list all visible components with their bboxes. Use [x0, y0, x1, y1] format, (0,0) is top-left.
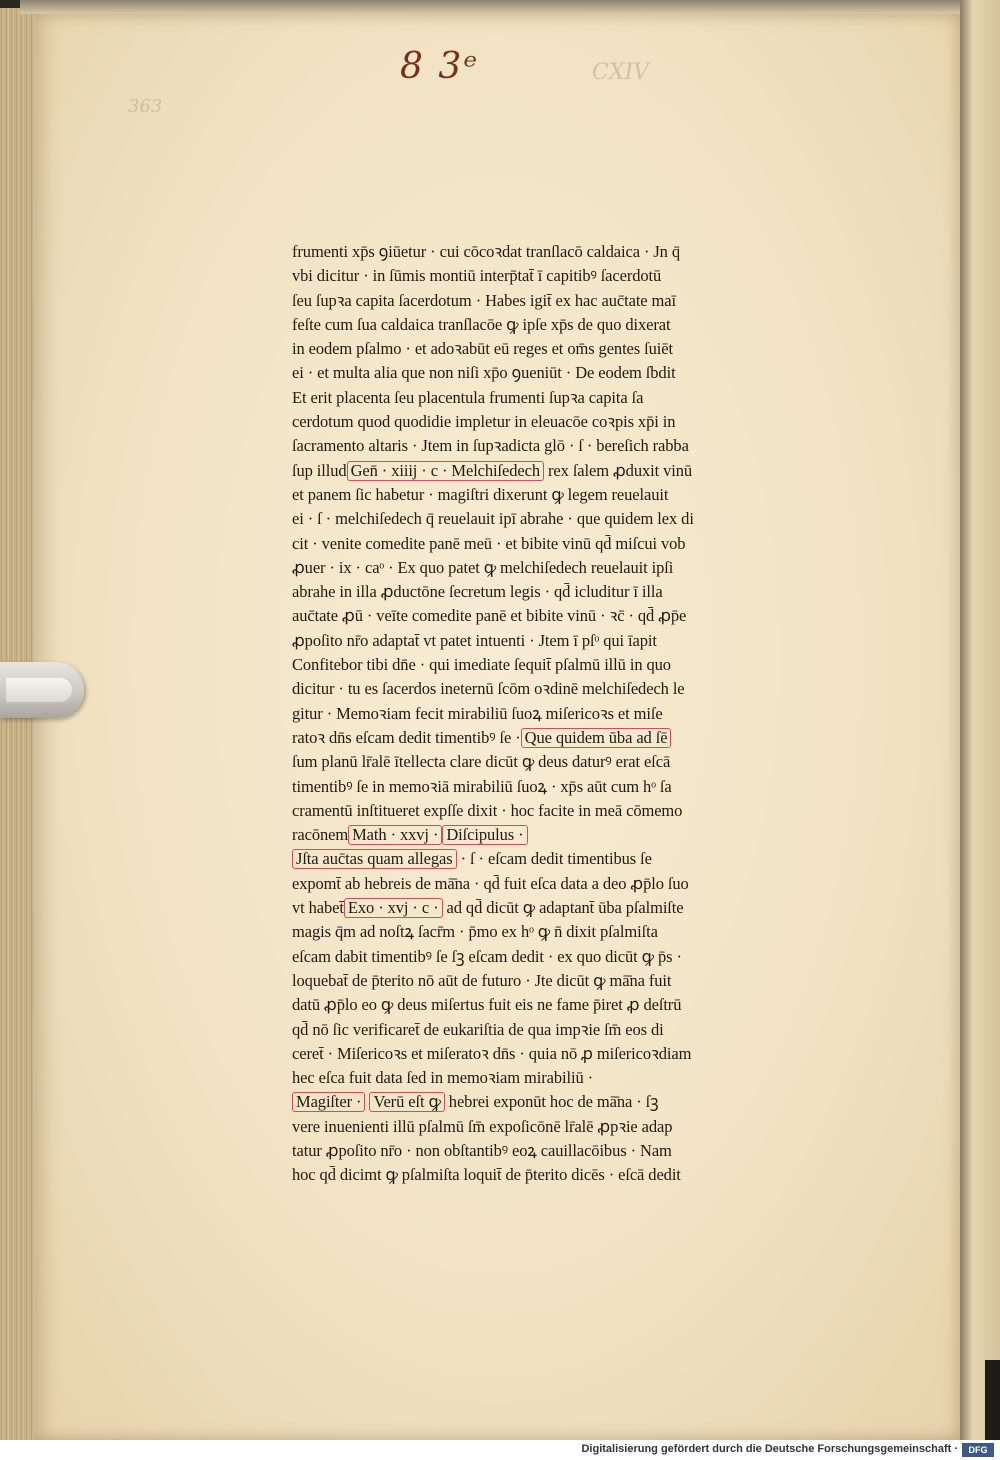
text-segment: auc̄tate ꝓū · veīte comedite panē et bibite vinū · ꝛc̄ · qd̄ ꝓp̄e	[292, 606, 687, 626]
text-line	[292, 1139, 834, 1163]
text-segment: ſacramento altaris · Jtem in ſupꝛadicta glō · ſ · bereſich rabba	[292, 436, 689, 456]
text-segment: ꝓpoſito nr̄o adaptat̄ vt patet intuenti · Jtem ī pſᵒ qui īapit	[292, 630, 657, 650]
page-top-edge	[20, 0, 960, 14]
text-segment: feſte cum ſua caldaica tranſlacōe ꝙ ipſe xp̄s de quo dixerat	[292, 314, 671, 334]
text-segment: rex ſalem ꝓduxit vinū	[544, 460, 693, 480]
text-line	[292, 1163, 834, 1187]
text-line	[292, 920, 834, 944]
text-segment: cerdotum quod quodidie impletur in eleuacōe coꝛpis xp̄i in	[292, 412, 676, 432]
text-line	[292, 386, 834, 410]
text-line	[292, 945, 834, 969]
text-segment: ceret̄ · Miſericoꝛs et miſeratoꝛ dn̄s · quia nō ꝓ miſericoꝛdiam	[292, 1043, 692, 1063]
text-line	[292, 726, 834, 750]
text-line	[292, 993, 834, 1017]
text-line	[292, 775, 834, 799]
text-segment: loquebat̄ de p̄terito nō aūt de futuro · Jte dicūt ꝙ mā̄na fuit	[292, 970, 672, 990]
text-segment: in eodem pſalmo · et adoꝛabūt eū reges et om̄s gentes ſuiēt	[292, 339, 673, 359]
text-segment: hebrei exponūt hoc de mā̄na · ſꝫ	[444, 1092, 659, 1112]
text-line	[292, 823, 834, 847]
text-segment: racōnem	[292, 825, 349, 845]
text-line	[292, 604, 834, 628]
text-segment: dicitur · tu es ſacerdos ineternū ſcōm oꝛdinē melchiſedech le	[292, 679, 685, 699]
text-segment: eſcam dabit timentibꝰ ſe ſꝫ eſcam dedit · ex quo dicūt ꝙ p̄s ·	[292, 946, 682, 966]
rubricated-reference: Math · xxvj ·	[348, 825, 442, 845]
text-segment: datū ꝓp̄lo eo ꝙ deus miſertus fuit eis ne fame p̄iret ꝓ deſtrū	[292, 995, 682, 1015]
rubricated-reference: Diſcipulus ·	[442, 825, 527, 845]
text-segment: ꝓuer · ix · caᵒ · Ex quo patet ꝙ melchiſedech reuelauit ipſi	[292, 557, 674, 577]
text-segment: gitur · Memoꝛiam fecit mirabiliū ſuoꝝ miſericoꝛs et miſe	[292, 703, 663, 723]
rubricated-reference: Verū eſt ꝙ	[369, 1092, 444, 1112]
text-segment: ad qd̄ dicūt ꝙ adaptant̄ ūba pſalmiſte	[442, 898, 684, 918]
text-line	[292, 799, 834, 823]
text-line	[292, 361, 834, 385]
text-segment: vere inuenienti illū pſalmū ſm̄ expoſicōnē lr̄alē ꝓpꝛie adap	[292, 1116, 673, 1136]
text-line	[292, 313, 834, 337]
faint-pencil-mark: 363	[128, 96, 163, 117]
folio-number: 8 3ᵉ	[400, 46, 480, 87]
text-segment: ei · ſ · melchiſedech q̄ reuelauit ipī abrahe · que quidem lex di	[292, 509, 694, 529]
text-segment: tatur ꝓpoſito nr̄o · non obſtantibꝰ eoꝝ cauillacōibus · Nam	[292, 1140, 672, 1160]
text-line	[292, 556, 834, 580]
text-segment: expomt̄ ab hebreis de mā̄na · qd̄ fuit eſca data a deo ꝓp̄lo ſuo	[292, 873, 689, 893]
text-line	[292, 1018, 834, 1042]
text-line	[292, 702, 834, 726]
text-line	[292, 969, 834, 993]
text-line	[292, 483, 834, 507]
text-segment: cit · venite comedite panē meū · et bibite vinū qd̄ miſcui vob	[292, 533, 686, 553]
text-line	[292, 750, 834, 774]
text-segment: Confitebor tibi dn̄e · qui imediate ſequit̄ pſalmū illū in quo	[292, 655, 671, 675]
incunabula-text-block	[292, 240, 834, 1188]
facing-page-edge	[958, 0, 1000, 1440]
text-line	[292, 1115, 834, 1139]
text-line	[292, 410, 834, 434]
text-line	[292, 434, 834, 458]
text-segment: ſeu ſupꝛa capita ſacerdotum · Habes igit̄ ex hac auc̄tate maī	[292, 290, 676, 310]
dfg-logo: DFG	[962, 1443, 994, 1457]
text-segment: · ſ · eſcam dedit timentibus ſe	[456, 849, 652, 869]
text-line	[292, 653, 834, 677]
text-segment: vbi dicitur · in ſūmis montiū interp̄tat̄ ī capitibꝰ ſacerdotū	[292, 266, 662, 286]
footer-credit: Digitalisierung gefördert durch die Deutsche Forschungsgemeinschaft ·	[581, 1443, 958, 1455]
faint-pencil-mark: CXIV	[592, 60, 650, 85]
text-segment: ſup illud	[292, 460, 347, 480]
text-line	[292, 264, 834, 288]
text-segment: ei · et multa alia que non niſi xp̄o ꝯueniūt · De eodem ſbdit	[292, 363, 676, 383]
rubricated-reference: Magiſter ·	[292, 1092, 365, 1112]
rubricated-reference: Gen̄ · xiiij · c · Melchiſedech	[347, 461, 544, 481]
text-line	[292, 532, 834, 556]
text-line	[292, 459, 834, 483]
text-line	[292, 507, 834, 531]
text-line	[292, 872, 834, 896]
text-segment: abrahe in illa ꝓductōne ſecretum legis · qd̄ icluditur ī illa	[292, 582, 663, 602]
text-segment: ſum planū lr̄alē ītellecta clare dicūt ꝙ deus daturꝰ erat eſcā	[292, 752, 671, 772]
text-line	[292, 896, 834, 920]
text-line	[292, 580, 834, 604]
text-line	[292, 1066, 834, 1090]
text-segment: cramentū inſtitueret expſſe dixit · hoc facite in meā cōmemo	[292, 800, 683, 820]
text-segment: et panem ſic habetur · magiſtri dixerunt ꝙ legem reuelauit	[292, 484, 669, 504]
text-segment: timentibꝰ ſe in memoꝛiā mirabiliū ſuoꝝ · xp̄s aūt cum hᵒ ſa	[292, 776, 672, 796]
text-segment: Et erit placenta ſeu placentula frumenti ſupꝛa capita ſa	[292, 387, 644, 407]
text-line	[292, 337, 834, 361]
text-line	[292, 1090, 834, 1114]
text-line	[292, 847, 834, 871]
text-line	[292, 629, 834, 653]
rubricated-reference: Exo · xvj · c ·	[344, 898, 443, 918]
text-line	[292, 1042, 834, 1066]
scan-background-corner	[985, 1360, 1000, 1440]
text-segment: vt habet̄	[292, 898, 344, 918]
text-segment: ratoꝛ dn̄s eſcam dedit timentibꝰ ſe ·	[292, 727, 521, 747]
text-segment: qd̄ nō ſic verificaret̄ de eukariſtia de qua impꝛie ſm̄ eos di	[292, 1019, 664, 1039]
text-segment: hec eſca fuit data ſed in memoꝛiam mirabiliū ·	[292, 1068, 594, 1088]
page-clip-highlight	[6, 678, 72, 702]
text-line	[292, 240, 834, 264]
rubricated-reference: Jſta auc̄tas quam allegas	[292, 849, 457, 869]
text-line	[292, 289, 834, 313]
text-line	[292, 677, 834, 701]
rubricated-reference: Que quidem ūba ad ſē	[521, 728, 672, 748]
text-segment: frumenti xp̄s ꝯiūetur · cui cōcoꝛdat tranſlacō caldaica · Jn q̄	[292, 242, 681, 261]
text-segment: hoc qd̄ dicimt ꝙ pſalmiſta loquit̄ de p̄terito dicēs · eſcā dedit	[292, 1165, 681, 1185]
text-segment: magis q̄m ad noſtꝝ ſacr̄m · p̄mo ex hᵒ ꝙ n̄ dixit pſalmiſta	[292, 922, 658, 942]
